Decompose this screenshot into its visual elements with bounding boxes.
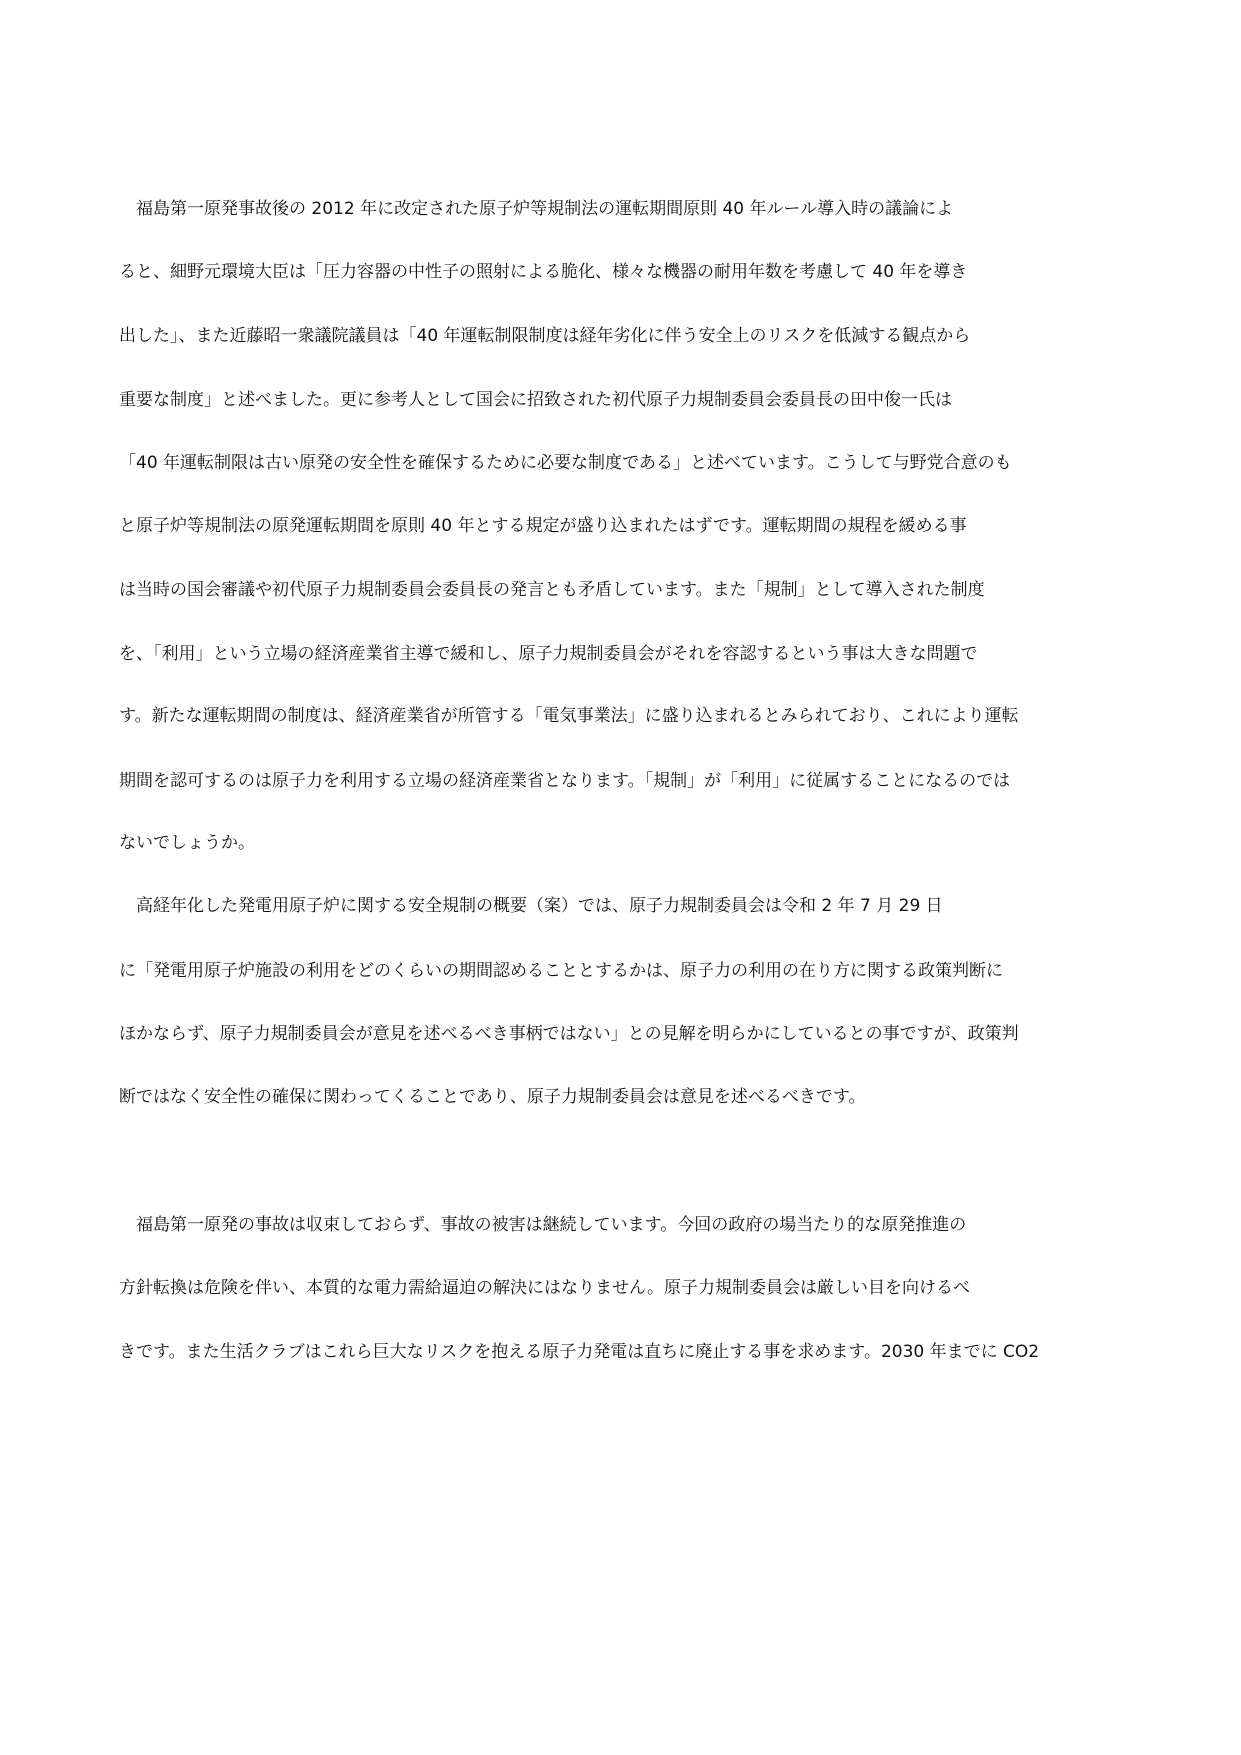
paragraph-1-line-8: を、「利用」という立場の経済産業省主導で緩和し、原子力規制委員会がそれを容認するという事は大きな問題で [119,644,978,664]
paragraph-3-line-3: きです。また生活クラブはこれら巨大なリスクを抱える原子力発電は直ちに廃止する事を求めます。2030 年までに CO2 [119,1342,1040,1362]
paragraph-1-line-5: 「40 年運転制限は古い原発の安全性を確保するために必要な制度である」と述べています。こうして与野党合意のも [119,453,1012,473]
paragraph-2-line-3: ほかならず、原子力規制委員会が意見を述べるべき事柄ではない」との見解を明らかにしているとの事ですが、政策判 [119,1024,1019,1044]
paragraph-2-line-4: 断ではなく安全性の確保に関わってくることであり、原子力規制委員会は意見を述べるべきです。 [119,1087,866,1107]
paragraph-1-line-4: 重要な制度」と述べました。更に参考人として国会に招致された初代原子力規制委員会委員長の田中俊一氏は [119,390,952,410]
paragraph-3-line-2: 方針転換は危険を伴い、本質的な電力需給逼迫の解決にはなりません。原子力規制委員会は厳しい目を向けるべ [119,1278,971,1298]
paragraph-1-line-1: 福島第一原発事故後の 2012 年に改定された原子炉等規制法の運転期間原則 40 年ルール導入時の議論によ [119,199,954,219]
paragraph-1-line-11: ないでしょうか。 [119,833,255,853]
paragraph-2-line-1: 高経年化した発電用原子炉に関する安全規制の概要（案）では、原子力規制委員会は令和 2 年 7 月 29 日 [119,896,943,916]
paragraph-1-line-2: ると、細野元環境大臣は「圧力容器の中性子の照射による脆化、様々な機器の耐用年数を考慮して 40 年を導き [119,262,968,282]
paragraph-1-line-10: 期間を認可するのは原子力を利用する立場の経済産業省となります。「規制」が「利用」に従属することになるのでは [119,771,1011,791]
paragraph-1-line-7: は当時の国会審議や初代原子力規制委員会委員長の発言とも矛盾しています。また「規制」として導入された制度 [119,580,985,600]
paragraph-3-line-1: 福島第一原発の事故は収束しておらず、事故の被害は継続しています。今回の政府の場当たり的な原発推進の [119,1215,967,1235]
paragraph-1-line-6: と原子炉等規制法の原発運転期間を原則 40 年とする規定が盛り込まれたはずです。運転期間の規程を緩める事 [119,516,967,536]
paragraph-1-line-3: 出した」、また近藤昭一衆議院議員は「40 年運転制限制度は経年劣化に伴う安全上のリスクを低減する観点から [119,326,971,346]
paragraph-1-line-9: す。新たな運転期間の制度は、経済産業省が所管する「電気事業法」に盛り込まれるとみられており、これにより運転 [119,706,1019,726]
paragraph-2-line-2: に「発電用原子炉施設の利用をどのくらいの期間認めることとするかは、原子力の利用の在り方に関する政策判断に [119,961,1003,981]
